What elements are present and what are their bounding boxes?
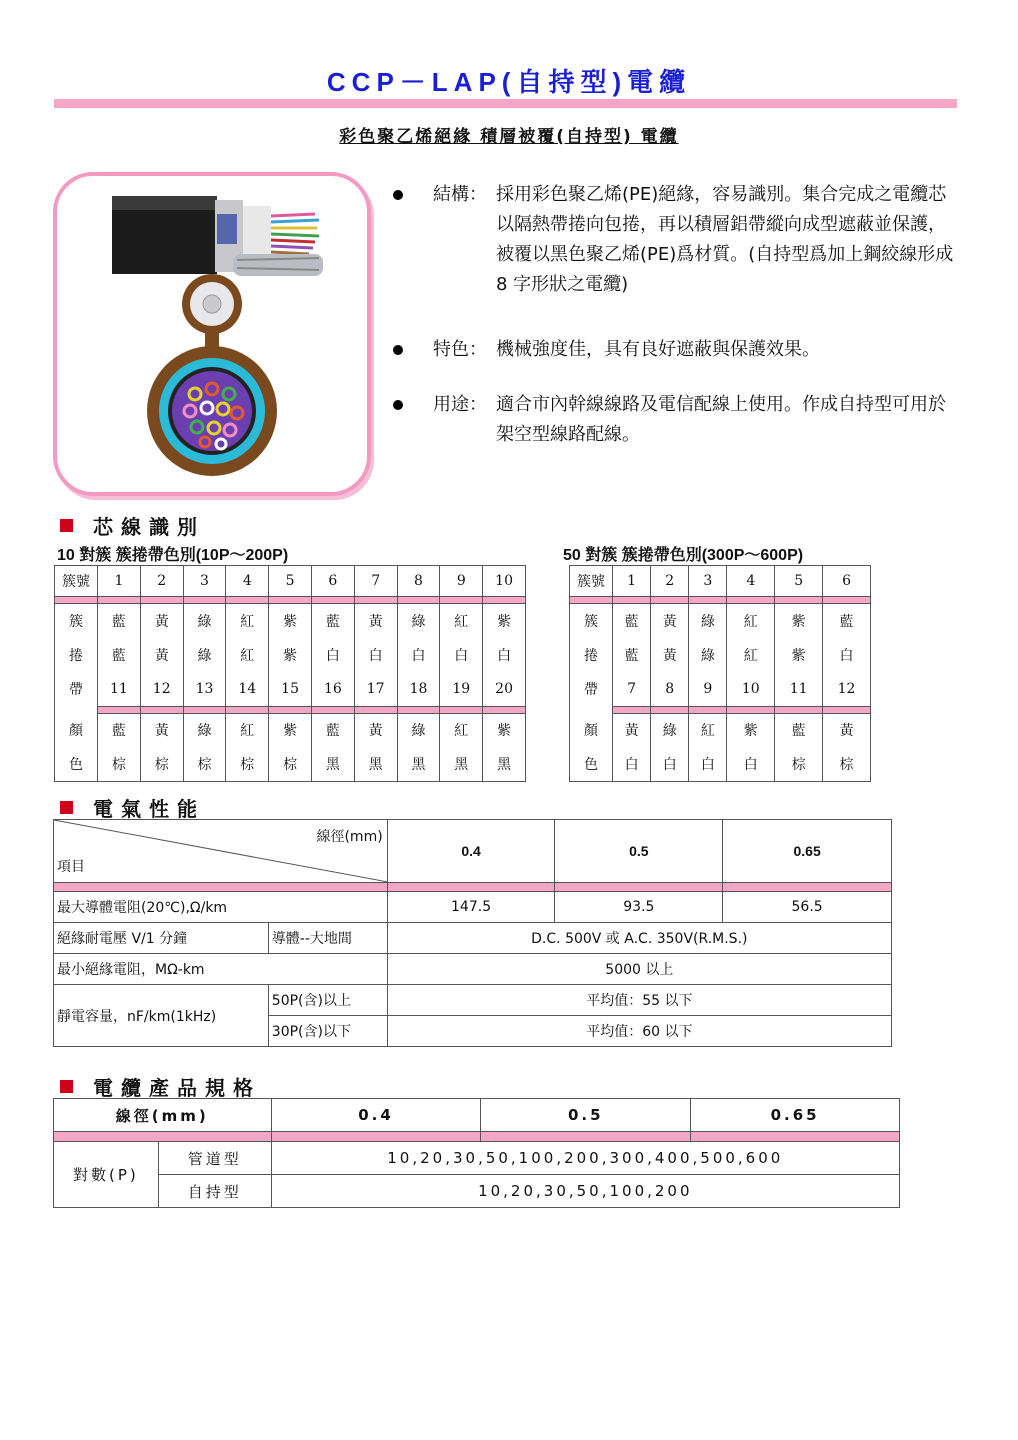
color-cell: 紫 [269, 713, 312, 747]
bullet-label: 用途： [433, 394, 487, 415]
color-cell: 白 [651, 747, 689, 782]
color-cell: 黑 [440, 747, 483, 782]
color-cell: 黃 [140, 604, 183, 639]
spec-type-label: 自持型 [158, 1175, 271, 1208]
page-title: CCP－LAP(自持型)電纜 [326, 67, 692, 97]
bullet-dot-icon [393, 345, 403, 355]
bundle-number: 3 [689, 566, 727, 597]
core10-table [54, 565, 526, 782]
core50-caption: 50 對簇 簇捲帶色別(300P～600P) [563, 547, 804, 564]
color-cell: 紅 [727, 604, 775, 639]
section-square-icon [60, 519, 73, 532]
spec-header-label: 線徑(mm) [54, 1099, 272, 1132]
section-core-heading: 芯線識別 [60, 511, 205, 540]
side-label: 簇 [55, 604, 98, 639]
bundle-number: 3 [183, 566, 226, 597]
elec-size-header: 0.4 [387, 820, 555, 883]
color-cell: 紅 [440, 604, 483, 639]
color-cell: 綠 [651, 713, 689, 747]
color-cell: 紫 [727, 713, 775, 747]
title-divider [54, 99, 957, 108]
elec-insulation-label: 最小絕緣電阻，MΩ-km [54, 954, 388, 985]
color-cell: 紫 [269, 604, 312, 639]
bundle-number: 8 [397, 566, 440, 597]
elec-cap-sub: 50P(含)以上 [268, 985, 387, 1016]
bullet-usage [393, 390, 953, 450]
bundle-number-label: 簇號 [570, 566, 613, 597]
elec-size-header: 0.65 [723, 820, 892, 883]
color-cell: 黃 [354, 604, 397, 639]
color-cell: 黃 [613, 713, 651, 747]
bundle-number: 19 [440, 672, 483, 706]
bundle-number: 5 [269, 566, 312, 597]
side-label: 帶 [55, 672, 98, 706]
elec-cap-value: 平均值：60 以下 [387, 1016, 891, 1047]
side-label: 簇 [570, 604, 613, 639]
color-cell: 棕 [269, 747, 312, 782]
color-cell: 白 [613, 747, 651, 782]
elec-voltage-value: D.C. 500V 或 A.C. 350V(R.M.S.) [387, 923, 891, 954]
elec-size-header: 0.5 [555, 820, 723, 883]
color-cell: 紫 [483, 713, 526, 747]
bullet-label: 結構： [433, 184, 487, 205]
elec-resistance-value: 147.5 [387, 892, 555, 923]
elec-cap-value: 平均值：55 以下 [387, 985, 891, 1016]
color-cell: 紫 [775, 638, 823, 672]
section-elec-heading: 電氣性能 [60, 793, 205, 822]
section-spec-heading: 電纜產品規格 [60, 1072, 261, 1101]
color-cell: 黑 [311, 747, 354, 782]
bundle-number: 12 [140, 672, 183, 706]
bullet-features [393, 335, 953, 365]
bundle-number: 6 [823, 566, 871, 597]
elec-voltage-label: 絕緣耐電壓 V/1 分鐘 [54, 923, 269, 954]
color-cell: 黑 [354, 747, 397, 782]
color-cell: 紅 [689, 713, 727, 747]
color-cell: 藍 [311, 713, 354, 747]
side-label: 色 [55, 747, 98, 782]
product-photo-frame [53, 172, 371, 496]
side-label: 帶 [570, 672, 613, 706]
elec-capacitance-label: 靜電容量，nF/km(1kHz) [54, 985, 269, 1047]
color-cell: 紫 [775, 604, 823, 639]
side-label: 色 [570, 747, 613, 782]
bullet-structure [393, 180, 953, 300]
spec-table [53, 1098, 900, 1208]
pink-divider-row [570, 706, 871, 713]
color-cell: 黃 [140, 713, 183, 747]
bundle-number: 5 [775, 566, 823, 597]
bundle-number: 11 [98, 672, 141, 706]
elec-insulation-value: 5000 以上 [387, 954, 891, 985]
color-cell: 白 [483, 638, 526, 672]
bundle-number: 12 [823, 672, 871, 706]
bullet-text: 採用彩色聚乙烯(PE)絕緣，容易識別。集合完成之電纜芯以隔熱帶捲向包捲，再以積層鋁帶縱向成型遮蔽並保護，被覆以黑色聚乙烯(PE)爲材質。(自持型爲加上鋼絞線形成 8 字形狀之電纜) [496, 184, 954, 295]
bundle-number: 7 [354, 566, 397, 597]
color-cell: 紅 [440, 713, 483, 747]
color-cell: 棕 [775, 747, 823, 782]
color-cell: 棕 [98, 747, 141, 782]
color-cell: 棕 [140, 747, 183, 782]
side-label: 捲 [55, 638, 98, 672]
color-cell: 棕 [823, 747, 871, 782]
bundle-number: 16 [311, 672, 354, 706]
bundle-number: 4 [226, 566, 269, 597]
spec-size-header: 0.4 [271, 1099, 481, 1132]
spec-type-label: 管道型 [158, 1142, 271, 1175]
color-cell: 紫 [269, 638, 312, 672]
elec-corner-top: 線徑(mm) [316, 829, 383, 845]
core50-table [569, 565, 871, 782]
elec-corner-cell [54, 820, 388, 883]
bundle-number: 13 [183, 672, 226, 706]
bundle-number: 2 [651, 566, 689, 597]
bullet-text: 適合市內幹線線路及電信配線上使用。作成自持型可用於架空型線路配線。 [496, 394, 946, 445]
bundle-number: 15 [269, 672, 312, 706]
bundle-number: 9 [440, 566, 483, 597]
elec-resistance-value: 93.5 [555, 892, 723, 923]
bundle-number: 1 [613, 566, 651, 597]
color-cell: 藍 [98, 713, 141, 747]
bundle-number: 4 [727, 566, 775, 597]
bundle-number: 7 [613, 672, 651, 706]
elec-voltage-sub: 導體--大地間 [268, 923, 387, 954]
core10-caption: 10 對簇 簇捲帶色別(10P～200P) [57, 547, 289, 564]
color-cell: 棕 [226, 747, 269, 782]
color-cell: 藍 [613, 604, 651, 639]
spec-pairs-value: 10,20,30,50,100,200 [271, 1175, 899, 1208]
spec-pairs-value: 10,20,30,50,100,200,300,400,500,600 [271, 1142, 899, 1175]
color-cell: 黑 [483, 747, 526, 782]
color-cell: 綠 [397, 713, 440, 747]
color-cell: 綠 [689, 638, 727, 672]
bundle-number: 1 [98, 566, 141, 597]
bundle-number: 11 [775, 672, 823, 706]
bundle-number: 6 [311, 566, 354, 597]
color-cell: 白 [311, 638, 354, 672]
color-cell: 棕 [183, 747, 226, 782]
color-cell: 藍 [311, 604, 354, 639]
spec-size-header: 0.65 [691, 1099, 900, 1132]
bundle-number: 8 [651, 672, 689, 706]
color-cell: 藍 [613, 638, 651, 672]
bullet-label: 特色： [433, 339, 487, 360]
bundle-number: 9 [689, 672, 727, 706]
bundle-number: 18 [397, 672, 440, 706]
pink-divider-row [570, 597, 871, 604]
color-cell: 綠 [183, 604, 226, 639]
color-cell: 紅 [226, 604, 269, 639]
color-cell: 黑 [397, 747, 440, 782]
color-cell: 白 [727, 747, 775, 782]
color-cell: 白 [354, 638, 397, 672]
color-cell: 藍 [775, 713, 823, 747]
color-cell: 綠 [183, 638, 226, 672]
bundle-number: 17 [354, 672, 397, 706]
cable-illustration [57, 176, 367, 492]
color-cell: 紅 [226, 638, 269, 672]
bundle-number: 14 [226, 672, 269, 706]
bundle-number: 10 [727, 672, 775, 706]
elec-corner-bottom: 項目 [57, 859, 85, 875]
color-cell: 白 [823, 638, 871, 672]
color-cell: 紅 [226, 713, 269, 747]
color-cell: 白 [689, 747, 727, 782]
color-cell: 紫 [483, 604, 526, 639]
pink-divider-row [54, 1132, 900, 1142]
color-cell: 藍 [98, 638, 141, 672]
side-label: 顏 [55, 713, 98, 747]
color-cell: 紅 [727, 638, 775, 672]
color-cell: 黃 [651, 638, 689, 672]
section-square-icon [60, 801, 73, 814]
color-cell: 白 [440, 638, 483, 672]
bundle-number-label: 簇號 [55, 566, 98, 597]
spec-size-header: 0.5 [481, 1099, 691, 1132]
pink-divider-row [55, 597, 526, 604]
color-cell: 綠 [689, 604, 727, 639]
bundle-number: 20 [483, 672, 526, 706]
side-label: 捲 [570, 638, 613, 672]
color-cell: 白 [397, 638, 440, 672]
section-square-icon [60, 1080, 73, 1093]
color-cell: 綠 [397, 604, 440, 639]
color-cell: 黃 [651, 604, 689, 639]
pink-divider-row [55, 706, 526, 713]
bullet-dot-icon [393, 400, 403, 410]
pink-divider-row [54, 883, 892, 892]
elec-cap-sub: 30P(含)以下 [268, 1016, 387, 1047]
color-cell: 黃 [140, 638, 183, 672]
bundle-number: 2 [140, 566, 183, 597]
side-label: 顏 [570, 713, 613, 747]
elec-resistance-label: 最大導體電阻(20℃),Ω/km [54, 892, 388, 923]
electrical-table [53, 819, 892, 1047]
bundle-number: 10 [483, 566, 526, 597]
elec-resistance-value: 56.5 [723, 892, 892, 923]
color-cell: 黃 [354, 713, 397, 747]
page-subtitle: 彩色聚乙烯絕緣 積層被覆(自持型) 電纜 [339, 127, 679, 147]
bullet-text: 機械強度佳，具有良好遮蔽與保護效果。 [496, 339, 820, 360]
bullet-dot-icon [393, 190, 403, 200]
color-cell: 綠 [183, 713, 226, 747]
spec-pairs-label: 對數(P) [54, 1142, 159, 1208]
color-cell: 藍 [823, 604, 871, 639]
color-cell: 黃 [823, 713, 871, 747]
color-cell: 藍 [98, 604, 141, 639]
